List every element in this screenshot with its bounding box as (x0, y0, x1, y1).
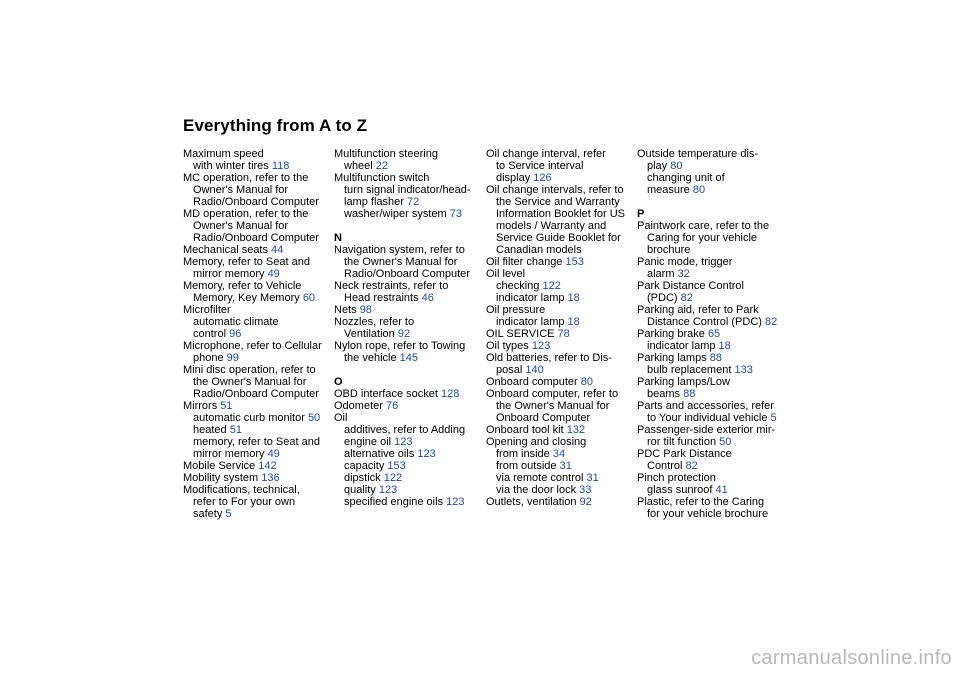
index-subentry (486, 160, 632, 184)
page-title: Everything from A to Z (183, 116, 368, 135)
entry-text: Ventilation (344, 328, 398, 340)
entry-text: Oil (334, 412, 348, 424)
index-entry (486, 388, 632, 400)
index-entry (637, 304, 783, 316)
entry-text: the Owner's Manual for (344, 256, 458, 268)
entry-text: Passenger-side exterior mir- (637, 424, 776, 436)
entry-text: Oil change intervals, refer to (486, 184, 624, 196)
entry-text: memory, refer to Seat and (193, 436, 320, 448)
page-link[interactable]: 88 (709, 352, 723, 364)
entry-text: Park Distance Control (637, 280, 744, 292)
entry-text: Owner's Manual for (193, 220, 289, 232)
index-subentry (637, 388, 783, 400)
page-link[interactable]: 50 (719, 436, 732, 448)
index-subentry (183, 160, 329, 172)
page-link[interactable]: 92 (579, 496, 592, 508)
index-subentry (334, 496, 480, 508)
entry-text: heated (193, 424, 230, 436)
index-subentry (334, 292, 480, 304)
index-subentry (637, 484, 783, 496)
page-link[interactable]: 60 (302, 292, 316, 304)
entry-text: Canadian models (496, 244, 582, 256)
entry-text: automatic climate (193, 316, 279, 328)
entry-text: to Service interval (496, 160, 584, 172)
entry-text: brochure (647, 244, 691, 256)
index-subentry (183, 292, 329, 304)
entry-text: automatic curb monitor (193, 412, 308, 424)
index-entry (637, 328, 783, 340)
index-subentry (334, 472, 480, 484)
entry-text: Service Guide Booklet for (496, 232, 621, 244)
entry-text: Panic mode, trigger (637, 256, 733, 268)
entry-text: from inside (496, 448, 553, 460)
entry-text: Memory, Key Memory (193, 292, 303, 304)
page-link[interactable]: 73 (449, 208, 463, 220)
entry-text: Microfilter (183, 304, 231, 316)
index-entry (183, 280, 329, 292)
entry-text: turn signal indicator/head- (344, 184, 471, 196)
index-subentry (183, 412, 329, 424)
entry-text: Nets (334, 304, 360, 316)
entry-text: Parking aid, refer to Park (637, 304, 759, 316)
index-entry (637, 448, 783, 460)
index-subentry (334, 352, 480, 364)
entry-text: PDC Park Distance (637, 448, 732, 460)
index-entry (183, 172, 329, 184)
entry-text: lamp flasher (344, 196, 407, 208)
index-entry (486, 496, 632, 508)
page-link[interactable]: 123 (417, 448, 436, 460)
index-entry (334, 316, 480, 328)
entry-text: Information Booklet for US (496, 208, 626, 220)
index-entry (486, 148, 632, 160)
page-link[interactable]: 153 (565, 256, 584, 268)
entry-text: Onboard computer (486, 376, 581, 388)
entry-text: glass sunroof (647, 484, 716, 496)
watermark: carmanualsonline.info (751, 647, 952, 669)
index-entry (637, 424, 783, 436)
entry-text: the Owner's Manual for (496, 400, 610, 412)
index-entry (637, 400, 783, 412)
index-subentry (637, 436, 783, 448)
index-subentry (486, 196, 632, 256)
entry-text: Modifications, technical, (183, 484, 300, 496)
page-link[interactable]: 133 (734, 364, 753, 376)
page-link[interactable]: 142 (258, 460, 277, 472)
page-link[interactable]: 22 (375, 160, 389, 172)
index-subentry (183, 496, 329, 520)
index-entry (183, 304, 329, 316)
entry-text: Plastic, refer to the Caring (637, 496, 765, 508)
index-entry (486, 268, 632, 280)
entry-text: posal (496, 364, 526, 376)
index-entry (334, 172, 480, 184)
page-link[interactable]: 118 (271, 160, 290, 172)
entry-text: to Your individual vehicle (647, 412, 771, 424)
entry-text: play (647, 160, 671, 172)
entry-text: safety (193, 508, 226, 520)
page-link[interactable]: 153 (387, 460, 406, 472)
index-subentry (486, 280, 632, 292)
index-column-3 (486, 148, 632, 508)
page-link[interactable]: 88 (683, 388, 696, 400)
index-subentry (486, 316, 632, 328)
index-entry (637, 148, 783, 160)
index-entry (637, 256, 783, 268)
index-subentry (183, 424, 329, 436)
entry-text: alarm (647, 268, 678, 280)
index-entry (334, 412, 480, 424)
index-subentry (486, 484, 632, 496)
page-link[interactable]: 34 (552, 448, 566, 460)
entry-text: Mobile Service (183, 460, 259, 472)
page-link[interactable]: 18 (567, 292, 580, 304)
entry-text: Onboard tool kit (486, 424, 567, 436)
page-link[interactable]: 99 (226, 352, 239, 364)
entry-text: Maximum speed (183, 148, 264, 160)
page-link[interactable]: 128 (441, 388, 460, 400)
index-entry (486, 436, 632, 448)
index-subentry (334, 448, 480, 460)
page-link[interactable]: 82 (685, 460, 698, 472)
entry-text: the vehicle (344, 352, 400, 364)
entry-text: Radio/Onboard Computer (344, 268, 470, 280)
index-entry (486, 376, 632, 388)
index-subentry (183, 376, 329, 400)
index-entry (637, 352, 783, 364)
index-entry (183, 244, 329, 256)
entry-text: OIL SERVICE (486, 328, 558, 340)
entry-text: Oil pressure (486, 304, 546, 316)
index-subentry (637, 316, 783, 328)
entry-text: Parking lamps (637, 352, 710, 364)
index-entry (183, 364, 329, 376)
index-entry (334, 304, 480, 316)
index-entry (334, 244, 480, 256)
entry-text: the Service and Warranty (496, 196, 620, 208)
entry-text: Multifunction switch (334, 172, 430, 184)
page-link[interactable]: 5 (770, 412, 777, 424)
page-link[interactable]: 49 (267, 448, 280, 460)
index-subentry (334, 424, 480, 448)
index-subentry (637, 292, 783, 304)
index-subentry (637, 364, 783, 376)
entry-text: Parking lamps/Low (637, 376, 730, 388)
entry-text: (PDC) (647, 292, 681, 304)
entry-text: Odometer (334, 400, 386, 412)
entry-text: the Owner's Manual for (193, 376, 307, 388)
entry-text: Control (647, 460, 686, 472)
page-link[interactable]: 98 (359, 304, 372, 316)
page-link[interactable]: 126 (533, 172, 552, 184)
page-link[interactable]: 49 (267, 268, 280, 280)
index-entry (486, 340, 632, 352)
entry-text: via remote control (496, 472, 587, 484)
index-subentry (637, 160, 783, 172)
entry-text: alternative oils (344, 448, 418, 460)
page-link[interactable]: 65 (707, 328, 721, 340)
page-link[interactable]: 31 (586, 472, 599, 484)
entry-text: Oil filter change (486, 256, 566, 268)
entry-text: Multifunction steering (334, 148, 438, 160)
entry-text: Owner's Manual for (193, 184, 289, 196)
entry-text: wheel (344, 160, 376, 172)
entry-text: Radio/Onboard Computer (193, 388, 319, 400)
index-subentry (637, 268, 783, 280)
entry-text: quality (344, 484, 379, 496)
entry-text: Parking brake (637, 328, 708, 340)
page-link[interactable]: 132 (566, 424, 586, 436)
entry-text: Mechanical seats (183, 244, 272, 256)
entry-text: washer/wiper system (344, 208, 450, 220)
page-link[interactable]: 82 (764, 316, 778, 328)
index-entry (486, 184, 632, 196)
page-link[interactable]: 5 (225, 508, 232, 520)
index-subentry (486, 400, 632, 424)
entry-text: beams (647, 388, 684, 400)
index-subentry (486, 364, 632, 376)
entry-text: indicator lamp (647, 340, 719, 352)
index-subentry (486, 292, 632, 304)
page-link[interactable]: 18 (718, 340, 731, 352)
index-subentry (183, 220, 329, 244)
index-entry (637, 472, 783, 484)
entry-text: capacity (344, 460, 388, 472)
entry-text: Oil level (486, 268, 526, 280)
entry-text: MD operation, refer to the (183, 208, 309, 220)
index-subentry (637, 232, 783, 256)
entry-text: indicator lamp (496, 316, 568, 328)
page-link[interactable]: 123 (378, 484, 398, 496)
page-link[interactable]: 123 (446, 496, 465, 508)
entry-text: Onboard computer, refer to (486, 388, 619, 400)
entry-text: Neck restraints, refer to (334, 280, 449, 292)
entry-text: Old batteries, refer to Dis- (486, 352, 612, 364)
entry-text: Mini disc operation, refer to (183, 364, 316, 376)
index-entry (334, 400, 480, 412)
entry-text: Oil change interval, refer (486, 148, 606, 160)
entry-text: Memory, refer to Seat and (183, 256, 310, 268)
page-link[interactable]: 18 (567, 316, 580, 328)
entry-text: Nylon rope, refer to Towing (334, 340, 466, 352)
index-subentry (183, 268, 329, 280)
entry-text: indicator lamp (496, 292, 568, 304)
index-entry (637, 376, 783, 388)
page-link[interactable]: 80 (692, 184, 706, 196)
index-column-2 (334, 148, 480, 508)
entry-text: O (334, 376, 343, 388)
index-subentry (334, 208, 480, 220)
entry-text: ror tilt function (647, 436, 720, 448)
entry-text: mirror memory (193, 268, 268, 280)
page-link[interactable]: 80 (670, 160, 683, 172)
index-entry (183, 472, 329, 484)
index-subentry (637, 172, 783, 196)
entry-text: Radio/Onboard Computer (193, 232, 319, 244)
entry-text: Parts and accessories, refer (637, 400, 774, 412)
page-link[interactable]: 96 (229, 328, 242, 340)
entry-text: mirror memory (193, 448, 268, 460)
entry-text: Opening and closing (486, 436, 587, 448)
entry-text: Pinch protection (637, 472, 716, 484)
entry-text: Mirrors (183, 400, 221, 412)
entry-text: models / Warranty and (496, 220, 607, 232)
entry-text: measure (647, 184, 693, 196)
index-subentry (334, 184, 480, 208)
entry-text: refer to For your own (193, 496, 296, 508)
index-entry (334, 148, 480, 160)
page-link[interactable]: 44 (271, 244, 284, 256)
index-entry (334, 340, 480, 352)
page-link[interactable]: 145 (399, 352, 419, 364)
entry-text: Microphone, refer to Cellular (183, 340, 322, 352)
entry-text: for your vehicle brochure (647, 508, 769, 520)
page-link[interactable]: 140 (525, 364, 544, 376)
entry-text: with winter tires (193, 160, 272, 172)
page-link[interactable]: 122 (542, 280, 561, 292)
index-subentry (183, 316, 329, 340)
entry-text: display (496, 172, 534, 184)
index-subentry (637, 508, 783, 520)
index-entry (486, 424, 632, 436)
entry-text: Onboard Computer (496, 412, 591, 424)
entry-text: specified engine oils (344, 496, 447, 508)
index-column-1 (183, 148, 329, 520)
index-entry (183, 340, 329, 352)
section-letter (637, 208, 783, 220)
index-entry (486, 256, 632, 268)
entry-text: Outlets, ventilation (486, 496, 580, 508)
index-subentry (637, 340, 783, 352)
index-entry (183, 400, 329, 412)
entry-text: Head restraints (344, 292, 422, 304)
entry-text: Memory, refer to Vehicle (183, 280, 302, 292)
index-subentry (486, 448, 632, 460)
page-link[interactable]: 46 (421, 292, 434, 304)
entry-text: Caring for your vehicle (647, 232, 758, 244)
index-entry (637, 280, 783, 292)
index-subentry (183, 436, 329, 460)
entry-text: Radio/Onboard Computer (193, 196, 319, 208)
section-letter (334, 232, 480, 244)
page-link[interactable]: 50 (307, 412, 321, 424)
page-link[interactable]: 82 (680, 292, 693, 304)
index-entry (183, 484, 329, 496)
entry-text: control (193, 328, 230, 340)
entry-text: Nozzles, refer to (334, 316, 415, 328)
entry-text: dipstick (344, 472, 384, 484)
index-subentry (334, 460, 480, 472)
entry-text: MC operation, refer to the (183, 172, 309, 184)
entry-text: via the door lock (496, 484, 580, 496)
index-subentry (334, 328, 480, 340)
entry-text: additives, refer to Adding (344, 424, 466, 436)
page-link[interactable]: 31 (559, 460, 572, 472)
entry-text: changing unit of (647, 172, 725, 184)
index-column-4 (637, 148, 783, 520)
entry-text: from outside (496, 460, 560, 472)
index-entry (334, 280, 480, 292)
entry-text: Navigation system, refer to (334, 244, 465, 256)
entry-text: engine oil (344, 436, 395, 448)
index-subentry (334, 484, 480, 496)
page-link[interactable]: 33 (579, 484, 592, 496)
index-entry (183, 208, 329, 220)
page-link[interactable]: 51 (220, 400, 233, 412)
index-entry (183, 148, 329, 160)
page-link[interactable]: 80 (580, 376, 594, 388)
page-link[interactable]: 122 (383, 472, 403, 484)
page-link[interactable]: 123 (394, 436, 413, 448)
page-link[interactable]: 51 (229, 424, 242, 436)
page-link[interactable]: 32 (677, 268, 690, 280)
index-entry (486, 328, 632, 340)
entry-text: OBD interface socket (334, 388, 441, 400)
entry-text: checking (496, 280, 543, 292)
section-letter (334, 376, 480, 388)
index-subentry (486, 460, 632, 472)
entry-text: N (334, 232, 342, 244)
page-link[interactable]: 76 (385, 400, 399, 412)
entry-text: Oil types (486, 340, 532, 352)
page-link[interactable]: 136 (261, 472, 280, 484)
entry-text: Outside temperature dis- (637, 148, 759, 160)
index-entry (183, 256, 329, 268)
index-entry (486, 352, 632, 364)
entry-text: phone (193, 352, 227, 364)
entry-text: bulb replacement (647, 364, 735, 376)
page-link[interactable]: 123 (531, 340, 551, 352)
entry-text: Distance Control (PDC) (647, 316, 765, 328)
index-entry (183, 460, 329, 472)
entry-text: Mobility system (183, 472, 262, 484)
index-subentry (637, 460, 783, 472)
index-subentry (183, 352, 329, 364)
index-subentry (334, 160, 480, 172)
index-entry (334, 388, 480, 400)
page-link[interactable]: 78 (557, 328, 570, 340)
page-link[interactable]: 72 (406, 196, 420, 208)
index-subentry (334, 256, 480, 280)
index-subentry (183, 184, 329, 208)
entry-text: Paintwork care, refer to the (637, 220, 770, 232)
index-entry (637, 220, 783, 232)
index-subentry (637, 412, 783, 424)
index-entry (486, 304, 632, 316)
page-link[interactable]: 41 (715, 484, 728, 496)
index-entry (637, 496, 783, 508)
entry-text: P (637, 208, 645, 220)
page-link[interactable]: 92 (397, 328, 411, 340)
index-subentry (486, 472, 632, 484)
